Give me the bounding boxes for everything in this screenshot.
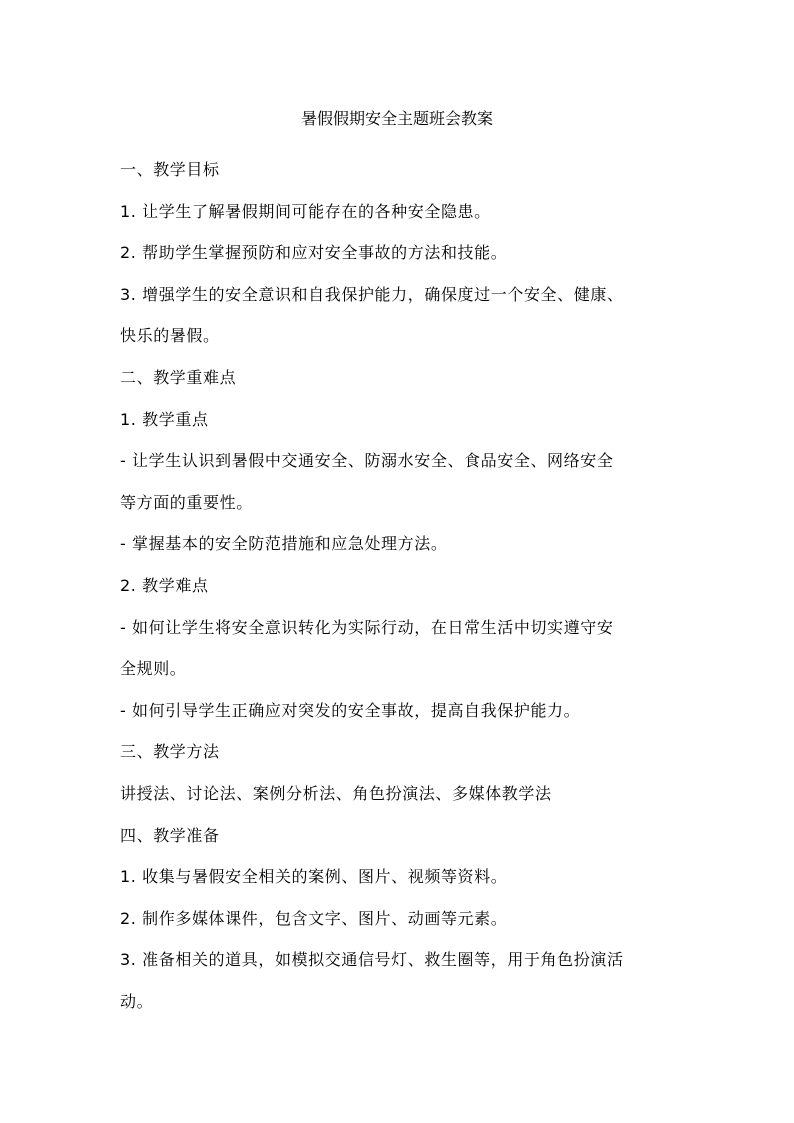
section-heading-key-points: 二、教学重难点 <box>120 367 237 387</box>
section-heading-preparation: 四、教学准备 <box>120 825 220 845</box>
key-point-item-1: - 让学生认识到暑假中交通安全、防溺水安全、食品安全、网络安全 <box>120 451 614 471</box>
section-heading-methods: 三、教学方法 <box>120 742 220 762</box>
subheading-key-points: 1. 教学重点 <box>120 409 209 429</box>
key-point-item-2: - 掌握基本的安全防范措施和应急处理方法。 <box>120 534 448 554</box>
objective-item-2: 2. 帮助学生掌握预防和应对安全事故的方法和技能。 <box>120 243 508 263</box>
document-title: 暑假假期安全主题班会教案 <box>300 109 493 128</box>
subheading-difficulties: 2. 教学难点 <box>120 575 209 595</box>
objective-item-3: 3. 增强学生的安全意识和自我保护能力，确保度过一个安全、健康、 <box>120 284 624 304</box>
key-point-item-1-continued: 等方面的重要性。 <box>120 492 253 512</box>
preparation-item-3-continued: 动。 <box>120 991 154 1011</box>
objective-item-3-continued: 快乐的暑假。 <box>120 326 220 346</box>
difficulty-item-2: - 如何引导学生正确应对突发的安全事故，提高自我保护能力。 <box>120 700 581 720</box>
difficulty-item-1-continued: 全规则。 <box>120 659 187 679</box>
methods-text: 讲授法、讨论法、案例分析法、角色扮演法、多媒体教学法 <box>120 783 552 803</box>
preparation-item-1: 1. 收集与暑假安全相关的案例、图片、视频等资料。 <box>120 867 508 887</box>
preparation-item-2: 2. 制作多媒体课件，包含文字、图片、动画等元素。 <box>120 908 508 928</box>
document-body <box>120 149 695 1022</box>
section-heading-objectives: 一、教学目标 <box>120 160 220 179</box>
objective-item-1: 1. 让学生了解暑假期间可能存在的各种安全隐患。 <box>120 201 491 221</box>
preparation-item-3: 3. 准备相关的道具，如模拟交通信号灯、救生圈等，用于角色扮演活 <box>120 950 624 970</box>
difficulty-item-1: - 如何让学生将安全意识转化为实际行动，在日常生活中切实遵守安 <box>120 617 614 637</box>
